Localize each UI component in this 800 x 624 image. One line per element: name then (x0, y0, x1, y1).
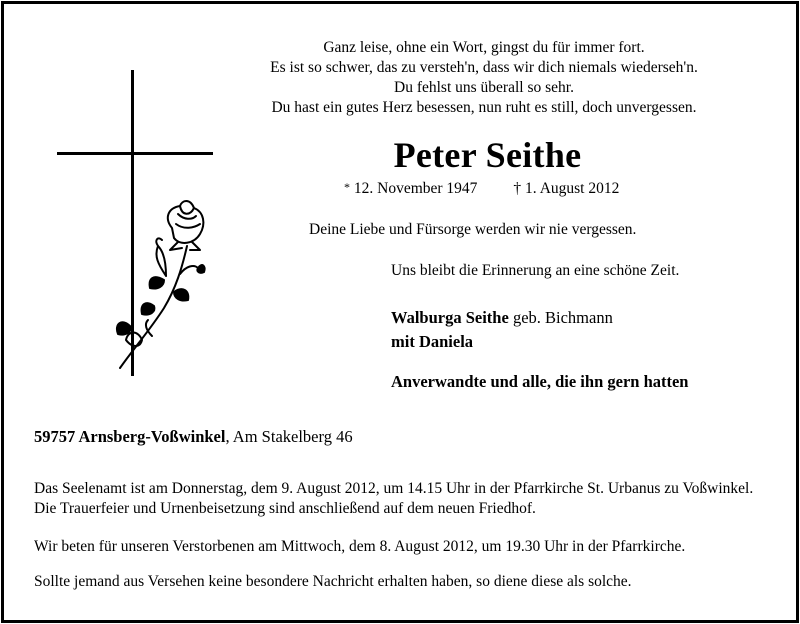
signature-relatives: Anverwandte und alle, die ihn gern hatten (391, 372, 689, 391)
poem-line: Es ist so schwer, das zu versteh'n, dass wir dich niemals wiederseh'n. (270, 59, 698, 76)
poem (234, 38, 734, 118)
birth-symbol: * (344, 180, 350, 194)
poem-line: Du hast ein gutes Herz besessen, nun ruht es still, doch unvergessen. (271, 99, 697, 116)
cross-icon (57, 70, 213, 376)
widow-maiden-name: geb. Bichmann (508, 308, 613, 327)
birth-date: 12. November 1947 (353, 180, 478, 197)
deceased-name: Peter Seithe (393, 135, 582, 175)
cross-with-rose-icon (54, 68, 224, 380)
memory-line: Uns bleibt die Erinnerung an eine schöne Zeit. (391, 262, 680, 279)
poem-line: Du fehlst uns überall so sehr. (394, 79, 574, 96)
rose-icon (117, 201, 205, 368)
signature-daughter: mit Daniela (391, 332, 474, 351)
signature-widow (391, 308, 613, 328)
notice-paragraph: Sollte jemand aus Versehen keine besondere Nachricht erhalten haben, so diene diese als solche. (34, 573, 632, 590)
widow-name: Walburga Seithe (391, 308, 509, 327)
obituary-card (1, 1, 799, 623)
prayer-paragraph: Wir beten für unseren Verstorbenen am Mittwoch, dem 8. August 2012, um 19.30 Uhr in der Pfarrkirche. (34, 538, 686, 555)
love-line: Deine Liebe und Fürsorge werden wir nie vergessen. (309, 221, 637, 238)
address-place: 59757 Arnsberg-Voßwinkel (34, 427, 226, 446)
life-dates (344, 180, 619, 198)
poem-line: Ganz leise, ohne ein Wort, gingst du für immer fort. (323, 39, 645, 56)
address-street: , Am Stakelberg 46 (225, 427, 353, 446)
address (34, 427, 353, 447)
death-symbol: † (513, 180, 522, 197)
death-date: 1. August 2012 (525, 180, 620, 197)
service-paragraph: Das Seelenamt ist am Donnerstag, dem 9. August 2012, um 14.15 Uhr in der Pfarrkirche St. Urbanus zu Voßwinkel. Die Trauerfeier und Urnenbeisetzung sind anschließend auf dem neuen Friedhof. (34, 480, 754, 517)
